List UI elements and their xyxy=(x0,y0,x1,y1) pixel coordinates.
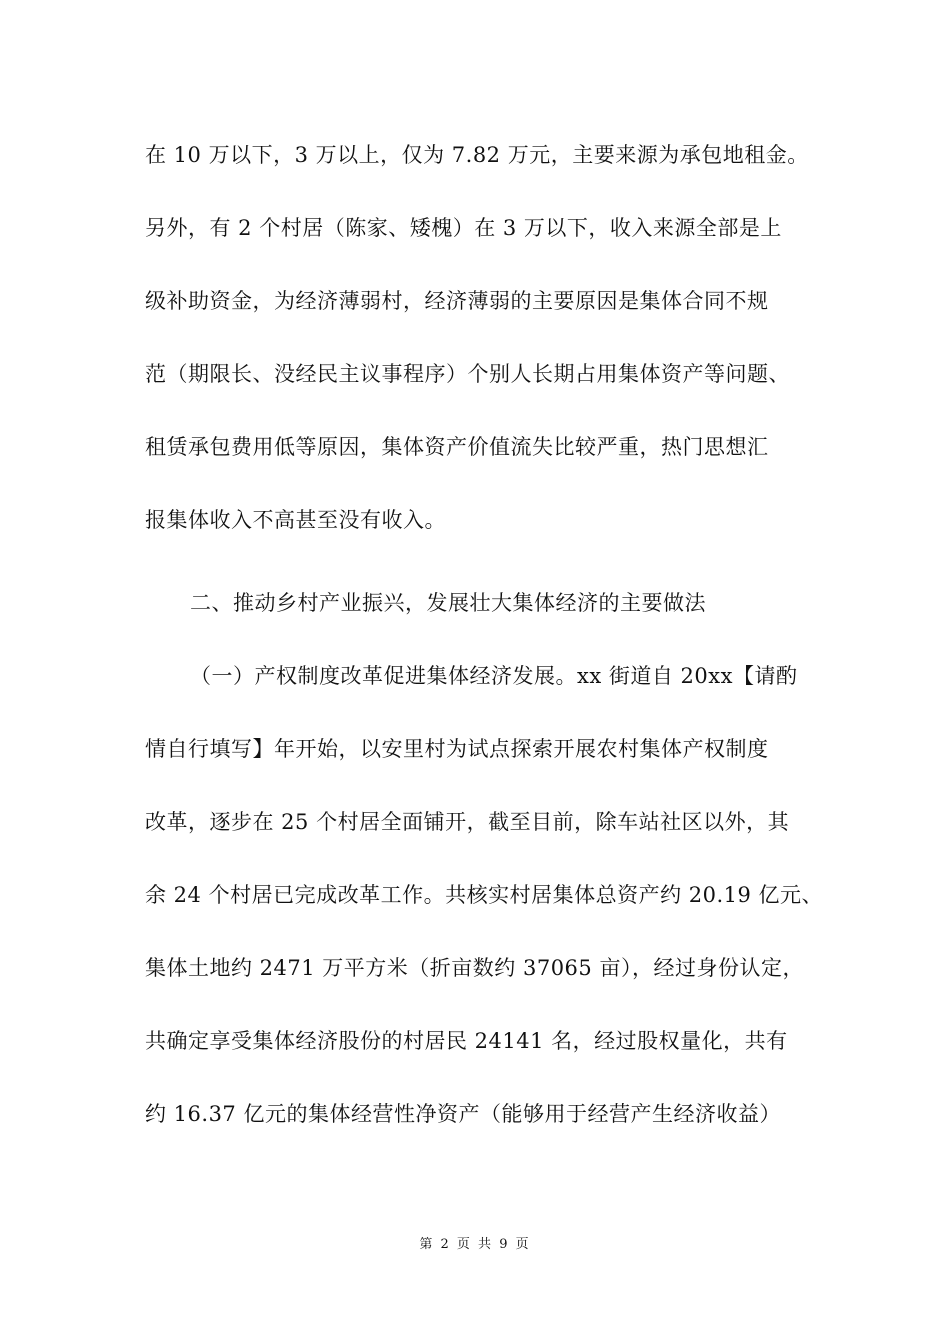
body-line-9: 情自行填写】年开始，以安里村为试点探索开展农村集体产权制度 xyxy=(145,737,769,761)
page-number: 第 2 页 共 9 页 xyxy=(419,1237,531,1252)
section-heading: 二、推动乡村产业振兴，发展壮大集体经济的主要做法 xyxy=(190,591,706,615)
body-line-12: 集体土地约 2471 万平方米（折亩数约 37065 亩），经过身份认定， xyxy=(145,956,804,980)
body-line-6: 报集体收入不高甚至没有收入。 xyxy=(145,508,446,532)
body-line-13: 共确定享受集体经济股份的村居民 24141 名，经过股权量化，共有 xyxy=(145,1029,788,1053)
body-line-4: 范（期限长、没经民主议事程序）个别人长期占用集体资产等问题、 xyxy=(145,362,790,386)
body-line-3: 级补助资金，为经济薄弱村，经济薄弱的主要原因是集体合同不规 xyxy=(145,289,769,313)
body-line-1: 在 10 万以下，3 万以上，仅为 7.82 万元，主要来源为承包地租金。 xyxy=(145,143,809,167)
body-line-2: 另外，有 2 个村居（陈家、矮槐）在 3 万以下，收入来源全部是上 xyxy=(145,216,782,240)
body-line-10: 改革，逐步在 25 个村居全面铺开，截至目前，除车站社区以外，其 xyxy=(145,810,790,834)
body-line-5: 租赁承包费用低等原因，集体资产价值流失比较严重，热门思想汇 xyxy=(145,435,769,459)
body-line-8: （一）产权制度改革促进集体经济发展。xx 街道自 20xx【请酌 xyxy=(190,664,798,688)
body-line-14: 约 16.37 亿元的集体经营性净资产（能够用于经营产生经济收益） xyxy=(145,1102,781,1126)
body-line-11: 余 24 个村居已完成改革工作。共核实村居集体总资产约 20.19 亿元、 xyxy=(145,883,824,907)
